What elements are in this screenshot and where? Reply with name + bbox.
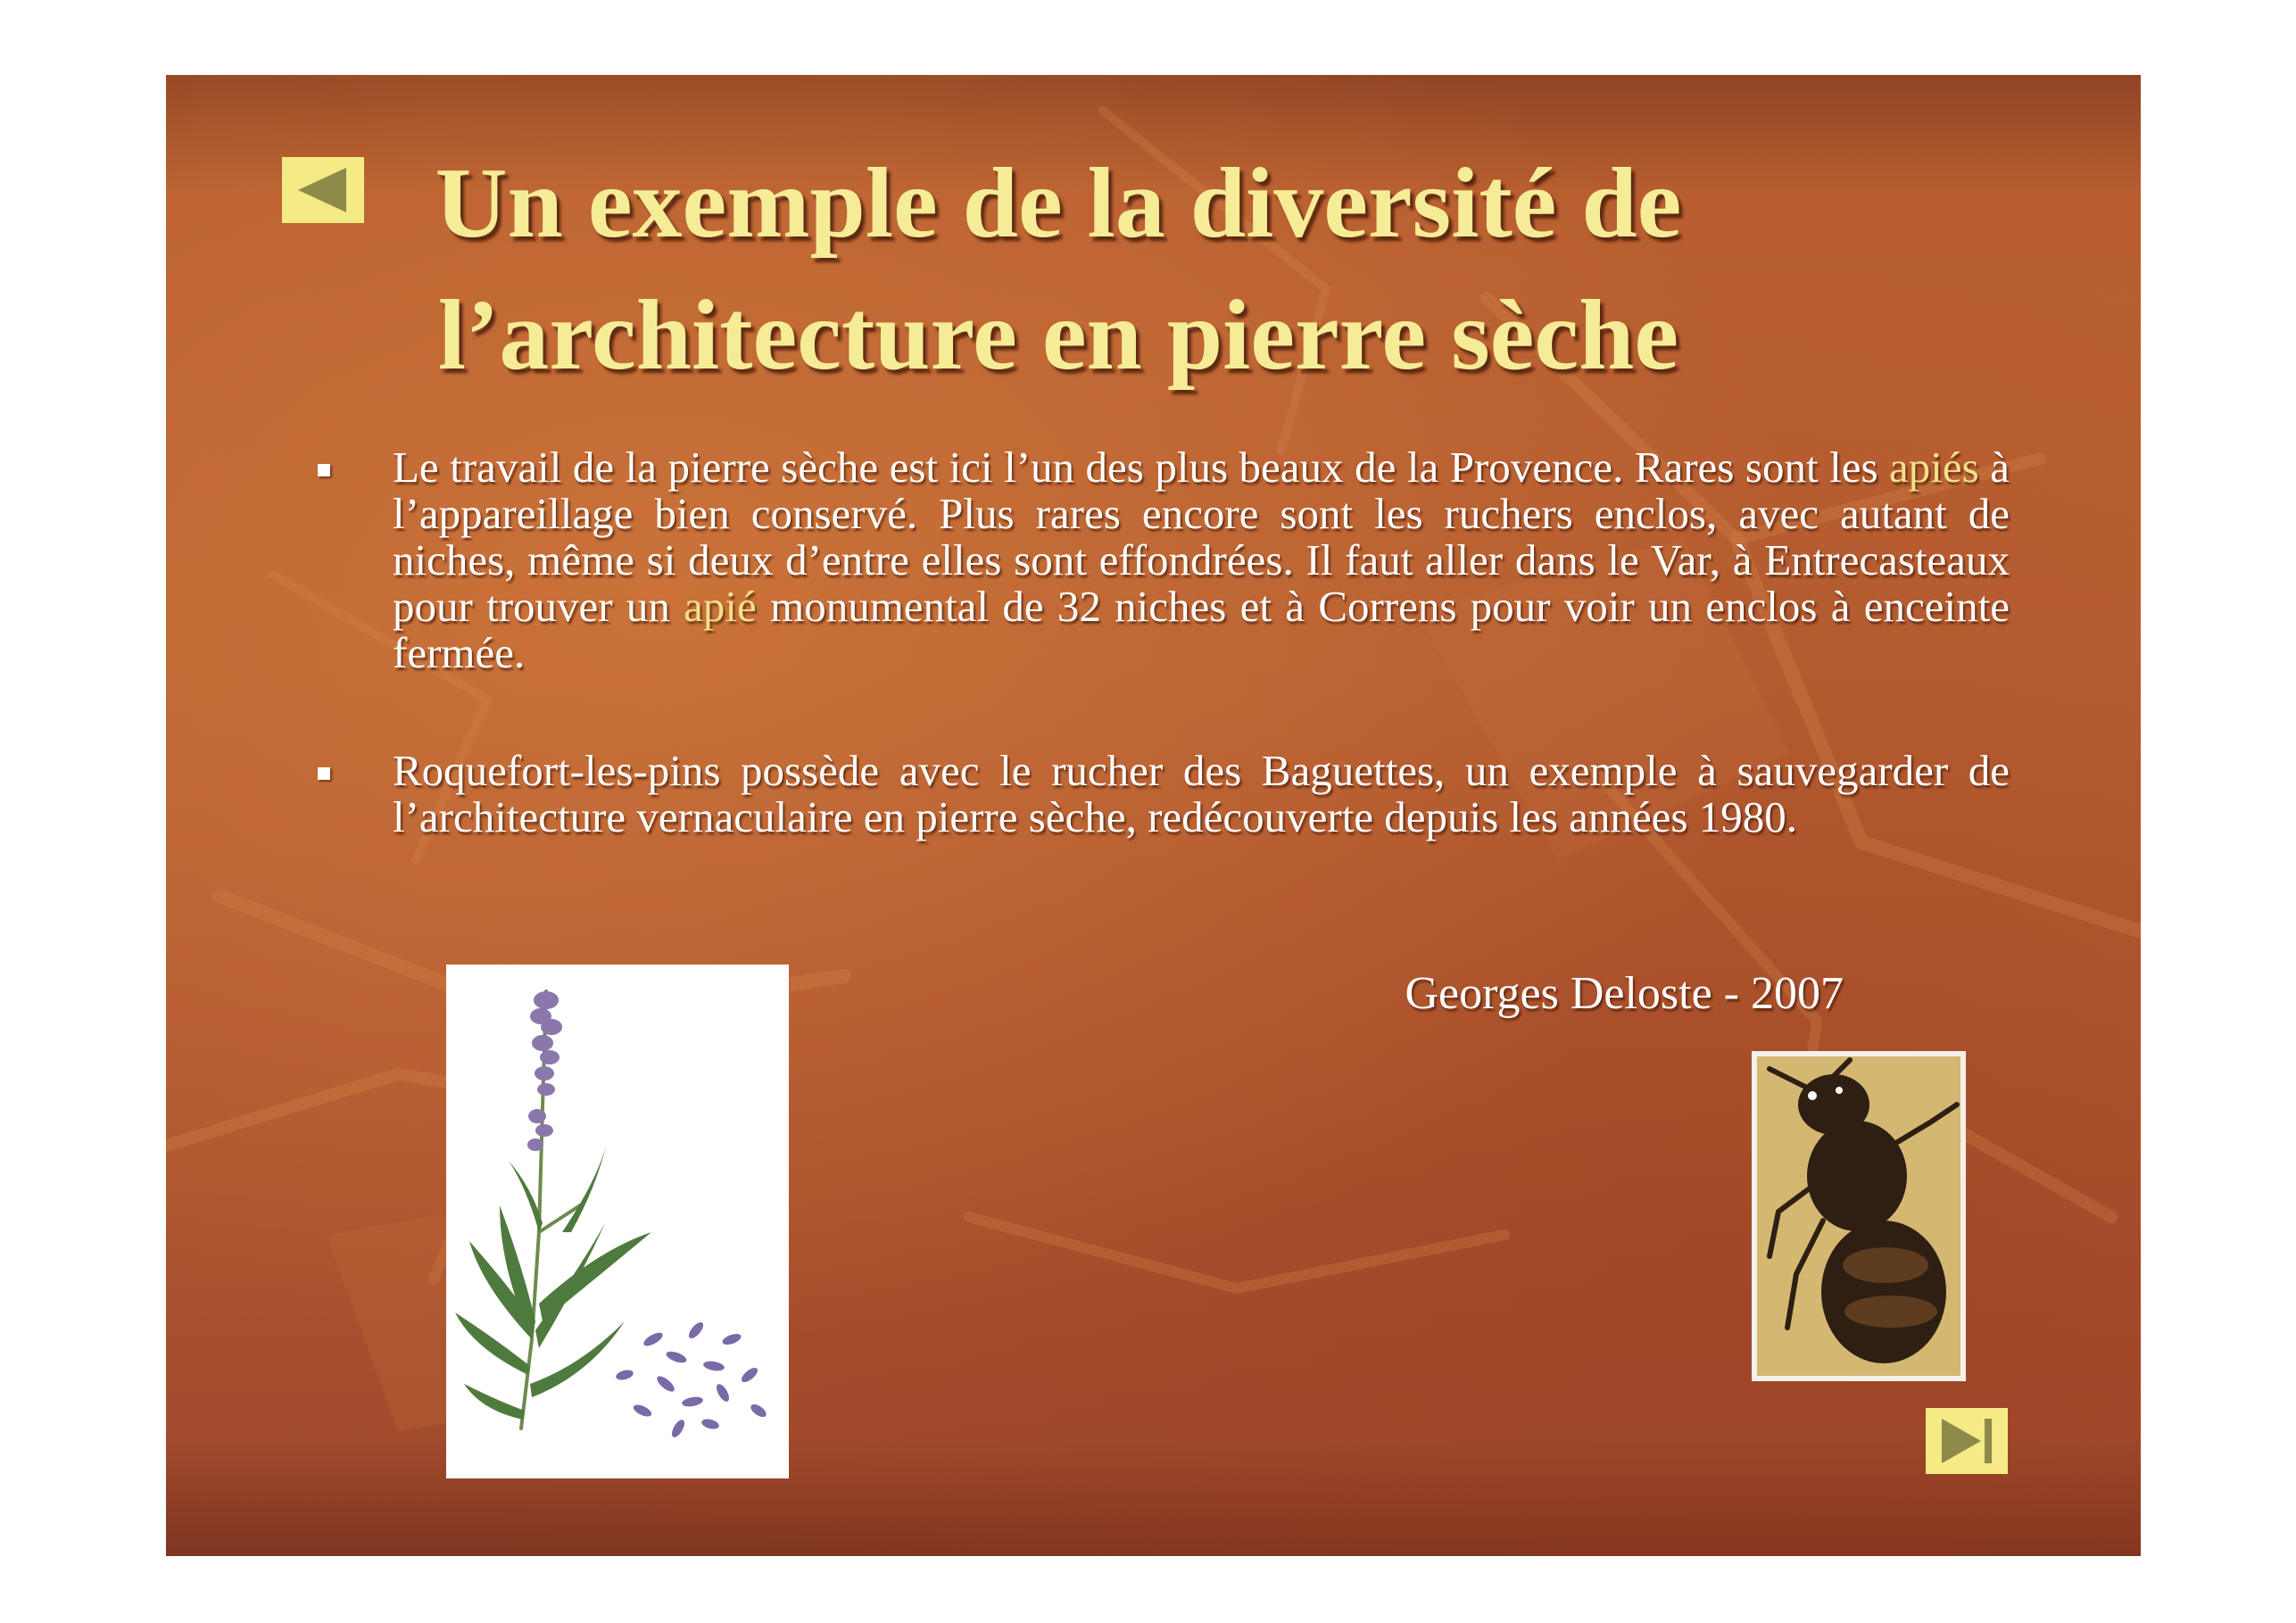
bullet-marker-icon	[318, 767, 330, 780]
title-line-2: l’architecture en pierre sèche	[437, 280, 1679, 391]
bee-photo	[1752, 1051, 1966, 1381]
title-line-1: Un exemple de la diversité de	[435, 148, 1682, 259]
author-credit: Georges Deloste - 2007	[1405, 968, 1844, 1019]
bullet-1-text-c: monumental de 32 niches et à Correns pour voir un enclos à enceinte fermée.	[393, 582, 2010, 677]
slide	[166, 75, 2141, 1556]
bullet-1-text-b: à l’appareillage bien conservé. Plus rares encore sont les ruchers enclos, avec autant de niches, même si deux d’entre elles sont effondrées. Il faut aller dans le Var, à Entrecasteaux pour trouver un	[393, 443, 2010, 631]
slide-title	[362, 137, 1754, 402]
bullet-1-text-a: Le travail de la pierre sèche est ici l’un des plus beaux de la Provence. Rares sont les	[393, 443, 1890, 492]
bee-icon	[1752, 1051, 1966, 1381]
bullet-item-1	[318, 444, 2010, 676]
previous-slide-button[interactable]	[282, 157, 364, 223]
bullet-marker-icon	[318, 464, 330, 476]
lavender-illustration	[446, 965, 789, 1478]
triangle-left-icon	[282, 157, 364, 223]
lavender-icon	[446, 965, 789, 1478]
bullet-2-text: Roquefort-les-pins possède avec le rucher des Baguettes, un exemple à sauvegarder de l’architecture vernaculaire en pierre sèche, redécouverte depuis les années 1980.	[393, 746, 2010, 841]
bullet-list	[318, 444, 2010, 840]
highlight-apie: apié	[684, 582, 757, 631]
bullet-item-2	[318, 748, 2010, 840]
next-slide-button[interactable]	[1926, 1408, 2008, 1474]
play-to-end-icon	[1926, 1408, 2008, 1474]
highlight-apies: apiés	[1889, 443, 1979, 492]
